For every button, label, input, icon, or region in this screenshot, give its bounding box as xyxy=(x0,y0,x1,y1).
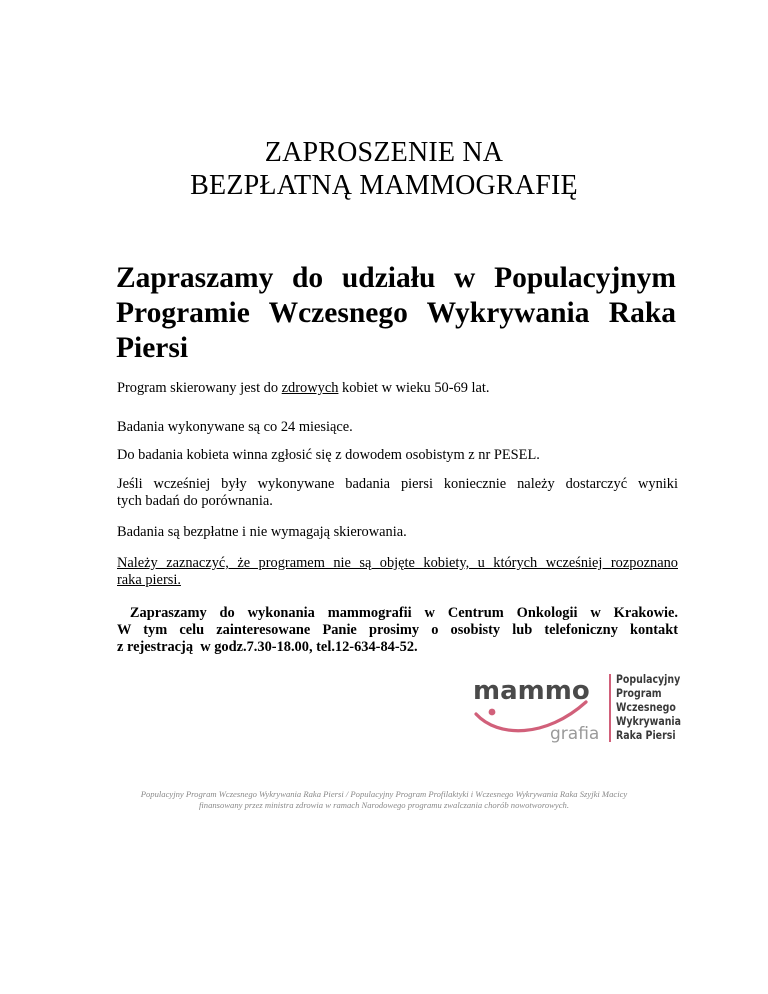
underlined-word: zdrowych xyxy=(281,380,339,396)
paragraph-line: W tym celu zainteresowane Panie prosimy o osobisty lub telefoniczny kontakt xyxy=(117,622,678,638)
paragraph-line: Zapraszamy do wykonania mammografii w Centrum Onkologii w Krakowie. xyxy=(117,605,678,621)
paragraph-line: tych badań do porównania. xyxy=(117,493,273,509)
mammografia-logo xyxy=(468,672,688,748)
logo-word-mammo: mammo xyxy=(473,676,590,706)
heading-line-2: Programie Wczesnego Wykrywania Raka xyxy=(116,297,676,329)
paragraph-previous-results xyxy=(117,476,678,510)
heading-line-3: Piersi xyxy=(116,332,189,364)
invitation-title xyxy=(0,136,768,202)
logo-word-grafia: grafia xyxy=(550,724,600,744)
paragraph-frequency: Badania wykonywane są co 24 miesiące. xyxy=(117,419,353,435)
paragraph-registration-info xyxy=(117,605,678,656)
program-heading xyxy=(116,261,676,366)
title-line-2: BEZPŁATNĄ MAMMOGRAFIĘ xyxy=(190,170,578,201)
paragraph-line: Należy zaznaczyć, że programem nie są objęte kobiety, u których wcześniej rozpoznano xyxy=(117,555,678,571)
paragraph-target-group xyxy=(117,380,678,397)
paragraph-documents: Do badania kobieta winna zgłosić się z dowodem osobistym z nr PESEL. xyxy=(117,447,540,463)
heading-line-1: Zapraszamy do udziału w Populacyjnym xyxy=(116,262,676,294)
paragraph-line: Jeśli wcześniej były wykonywane badania piersi koniecznie należy dostarczyć wyniki xyxy=(117,476,678,492)
logo-program-name xyxy=(616,672,681,742)
logo-line: Wykrywania xyxy=(616,714,682,728)
logo-divider xyxy=(609,674,611,742)
paragraph-text: kobiet w wieku 50-69 lat. xyxy=(338,380,490,396)
footer-line-2: finansowany przez ministra zdrowia w ramach Narodowego programu zwalczania chorób nowotworowych. xyxy=(199,800,569,810)
paragraph-line: z rejestracją w godz.7.30-18.00, tel.12-634-84-52. xyxy=(117,639,418,655)
paragraph-exclusion-note xyxy=(117,555,678,589)
logo-line: Wczesnego xyxy=(616,700,676,714)
funding-footer xyxy=(0,789,768,811)
footer-line-1: Populacyjny Program Wczesnego Wykrywania Raka Piersi / Populacyjny Program Profilaktyki i Wczesnego Wykrywania Raka Szyjki Macicy xyxy=(140,789,628,799)
title-line-1: ZAPROSZENIE NA xyxy=(264,137,504,168)
paragraph-free-of-charge: Badania są bezpłatne i nie wymagają skierowania. xyxy=(117,524,407,540)
logo-line: Program xyxy=(616,686,662,700)
paragraph-line: raka piersi. xyxy=(117,572,181,588)
logo-line: Raka Piersi xyxy=(616,728,676,742)
paragraph-text: Program skierowany jest do xyxy=(117,380,282,396)
logo-line: Populacyjny xyxy=(616,672,681,686)
